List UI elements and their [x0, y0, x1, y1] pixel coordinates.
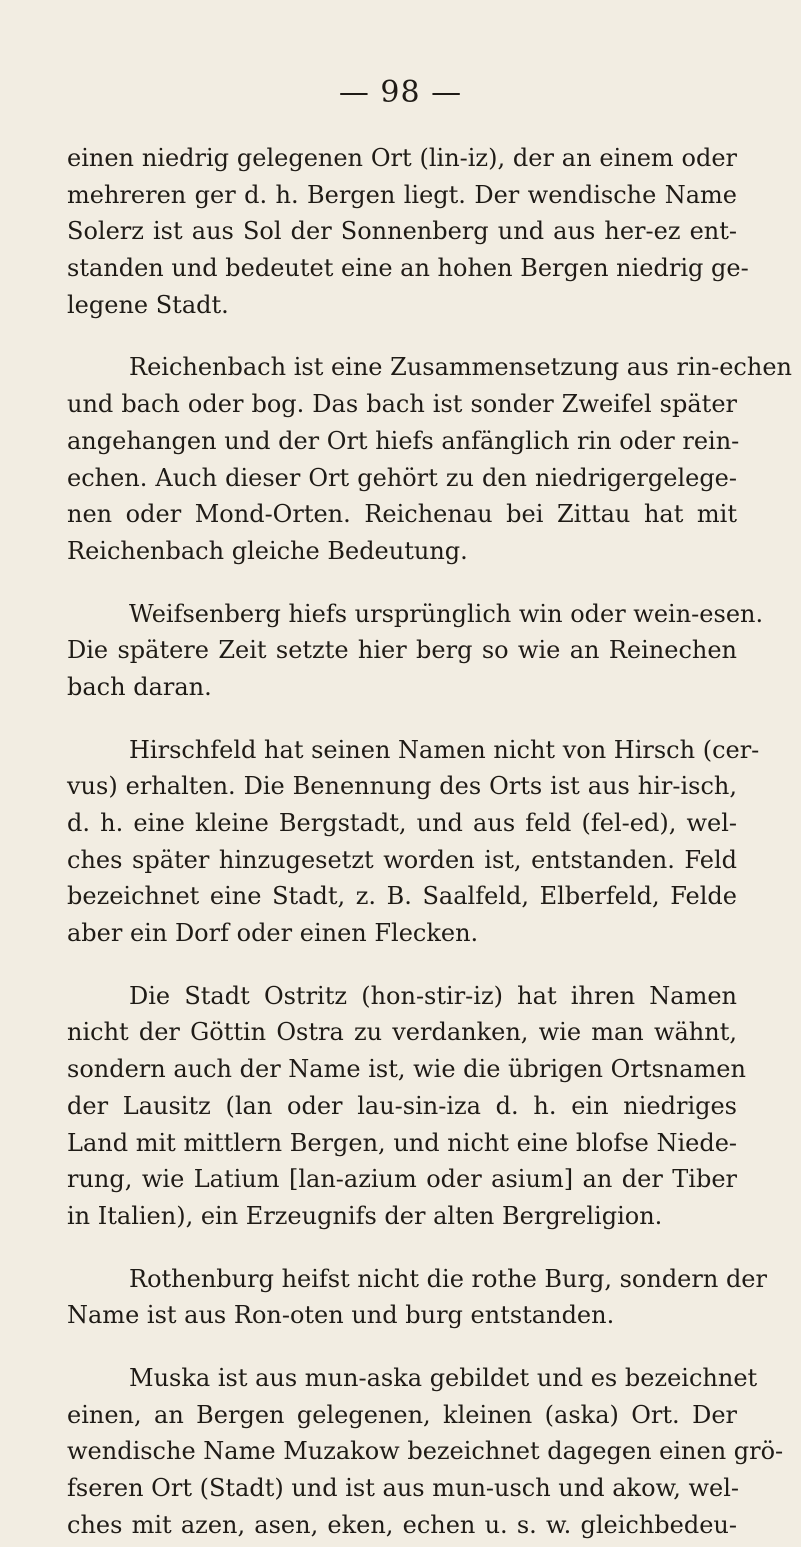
text-line: einen niedrig gelegenen Ort (lin-iz), der an einem oder [67, 144, 737, 172]
text-line: d. h. eine kleine Bergstadt, und aus feld (fel-ed), wel- [67, 809, 737, 837]
text-line: Name ist aus Ron-oten und burg entstanden. [67, 1301, 615, 1330]
text-line: sondern auch der Name ist, wie die übrigen Ortsnamen [67, 1055, 746, 1084]
paragraph [67, 596, 764, 706]
paragraph-gap [67, 570, 737, 596]
text-line: legene Stadt. [67, 290, 229, 319]
text-line: fseren Ort (Stadt) und ist aus mun-usch und akow, wel- [67, 1474, 739, 1502]
text-line: Reichenbach ist eine Zusammensetzung aus rin-echen [129, 353, 792, 382]
paragraph-gap [67, 706, 737, 732]
text-line: und bach oder bog. Das bach ist sonder Zweifel später [67, 390, 737, 419]
paragraph [67, 732, 760, 952]
text-line: Reichenbach gleiche Bedeutung. [67, 536, 468, 565]
paragraph [67, 1261, 767, 1334]
text-line: Rothenburg heifst nicht die rothe Burg, sondern der [129, 1264, 767, 1293]
text-line: bezeichnet eine Stadt, z. B. Saalfeld, Elberfeld, Felde [67, 882, 737, 911]
text-line: Muska ist aus mun-aska gebildet und es bezeichnet [129, 1363, 758, 1392]
paragraph [67, 978, 746, 1235]
paragraph-gap [67, 1235, 737, 1261]
text-line: Hirschfeld hat seinen Namen nicht von Hirsch (cer- [129, 735, 760, 764]
text-line: einen, an Bergen gelegenen, kleinen (aska) Ort. Der [67, 1400, 737, 1429]
paragraph-gap [67, 1334, 737, 1360]
text-line: Weifsenberg hiefs ursprünglich win oder wein-esen. [129, 599, 764, 628]
text-line: mehreren ger d. h. Bergen liegt. Der wendische Name [67, 180, 737, 209]
text-line: nen oder Mond-Orten. Reichenau bei Zittau hat mit [67, 500, 737, 529]
text-line: ches mit azen, asen, eken, echen u. s. w. gleichbedeu- [67, 1510, 737, 1539]
text-line: echen. Auch dieser Ort gehört zu den niedrigergelege- [67, 463, 737, 492]
text-line: vus) erhalten. Die Benennung des Orts ist aus hir-isch, [67, 772, 737, 801]
text-line: angehangen und der Ort hiefs anfänglich rin oder rein- [67, 426, 740, 455]
text-line: Land mit mittlern Bergen, und nicht eine blofse Niede- [67, 1128, 737, 1157]
text-line: Solerz ist aus Sol der Sonnenberg und aus her-ez ent- [67, 217, 737, 246]
text-line: in Italien), ein Erzeugnifs der alten Bergreligion. [67, 1201, 663, 1230]
page-number: — 98 — [338, 75, 463, 110]
text-line: rung, wie Latium [lan-azium oder asium] an der Tiber [67, 1165, 737, 1194]
text-line: Die spätere Zeit setzte hier berg so wie an Reinechen [67, 636, 737, 665]
text-line: der Lausitz (lan oder lau-sin-iza d. h. ein niedriges [67, 1091, 737, 1120]
text-line: aber ein Dorf oder einen Flecken. [67, 919, 479, 948]
text-line: Die Stadt Ostritz (hon-stir-iz) hat ihren Namen [129, 981, 737, 1010]
text-line: bach daran. [67, 672, 212, 701]
text-line: standen und bedeutet eine an hohen Bergen niedrig ge- [67, 254, 749, 283]
paragraph-gap [67, 952, 737, 978]
body-text [67, 140, 792, 1543]
text-line: nicht der Göttin Ostra zu verdanken, wie man wähnt, [67, 1018, 737, 1047]
text-line: ches später hinzugesetzt worden ist, entstanden. Feld [67, 845, 737, 874]
paragraph [67, 349, 792, 569]
text-line: wendische Name Muzakow bezeichnet dagegen einen grö- [67, 1437, 784, 1466]
paragraph [67, 140, 749, 323]
paragraph-gap [67, 323, 737, 349]
paragraph [67, 1360, 784, 1543]
